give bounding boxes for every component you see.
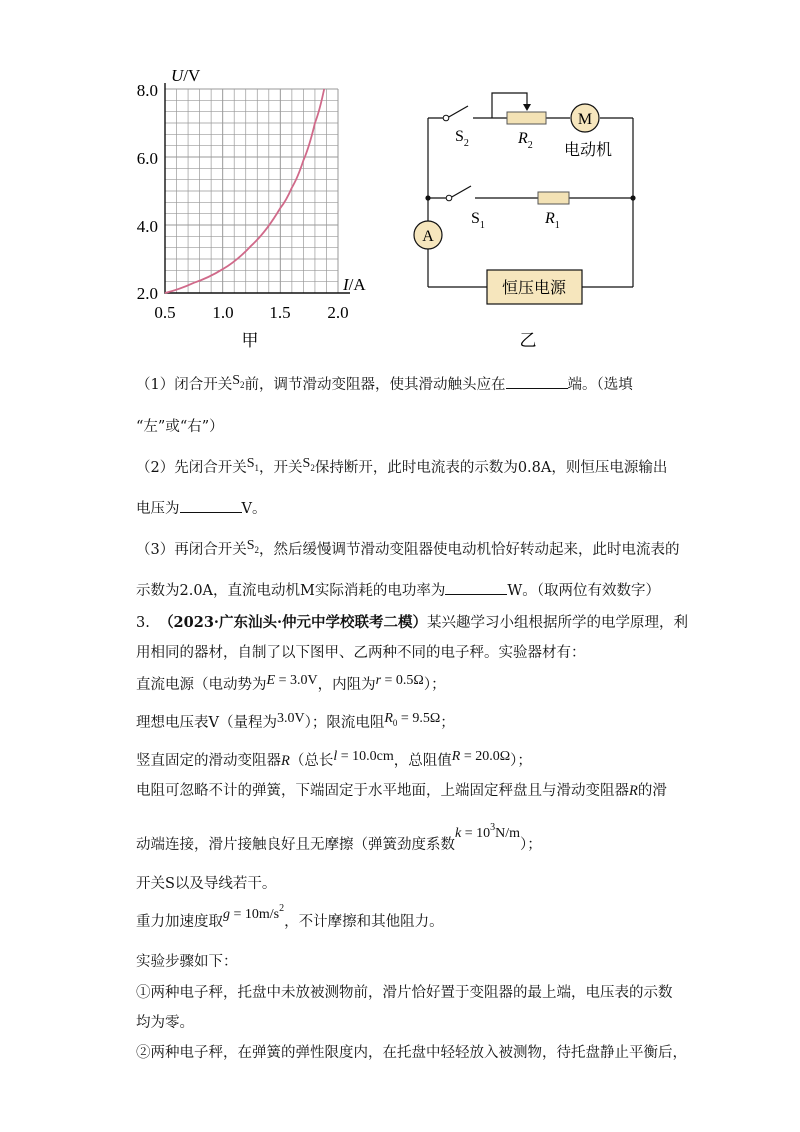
- label-s2: $S_2$: [455, 128, 469, 149]
- motor-symbol: M: [577, 111, 593, 128]
- ammeter-symbol: A: [422, 228, 434, 245]
- q3-line1: （3）再闭合开关$S_2$，然后缓慢调节滑动变阻器使电动机恰好转动起来，此时电流表的: [136, 538, 680, 558]
- chart-caption: 甲: [241, 331, 259, 350]
- circuit-components: [414, 104, 636, 350]
- p3-line13: ②两种电子秤，在弹簧的弹性限度内，在托盘中轻轻放入被测物，待托盘静止平衡后，: [136, 1045, 687, 1061]
- u-i-chart: [137, 66, 367, 350]
- label-r1: $R_1$: [545, 210, 560, 231]
- switch-s2-pivot: [443, 115, 449, 121]
- p3-line10: 实验步骤如下：: [136, 954, 238, 970]
- q2-line2: 电压为 V。: [136, 498, 266, 519]
- switch-s1-pivot: [446, 195, 452, 201]
- y-tick-label: 4.0: [136, 217, 158, 236]
- q3-line2: 示数为2.0A，直流电动机M实际消耗的电功率为 W。（取两位有效数字）: [136, 580, 660, 601]
- label-s1: $S_1$: [471, 210, 485, 231]
- label-r2: $R_2$: [518, 130, 533, 151]
- p3-line1: 3. （2023·广东汕头·仲元中学校联考二模）某兴趣学习小组根据所学的电学原理，利: [136, 614, 689, 631]
- y-tick-label: 2.0: [136, 284, 158, 303]
- q1-line2: “左”或“右”）: [136, 419, 224, 435]
- p3-line5: 竖直固定的滑动变阻器R（总长l = 10.0cm，总阻值R = 20.0Ω）；: [136, 749, 532, 769]
- p3-line7: 动端连接，滑片接触良好且无摩擦（弹簧劲度系数$k = 10^3N/m$）；: [136, 822, 542, 853]
- q1-line1: （1）闭合开关$S_2$前，调节滑动变阻器，使其滑动触头应在 端。（选填: [136, 373, 633, 393]
- x-tick-label: 1.5: [269, 303, 291, 322]
- resistor-r2: [507, 112, 546, 124]
- p3-line12: 均为零。: [136, 1015, 194, 1031]
- answer-blank[interactable]: [506, 374, 568, 389]
- y-tick-label: 8.0: [136, 81, 158, 100]
- p3-line3: 直流电源（电动势为E = 3.0V，内阻为r = 0.5Ω）；: [136, 673, 446, 693]
- junction-dot: [425, 195, 430, 200]
- p3-line4: 理想电压表V（量程为3.0V）；限流电阻$R_0 = 9.5\Omega$；: [136, 711, 455, 731]
- y-axis-label: U/V: [171, 66, 201, 85]
- x-axis-label: I/A: [343, 275, 366, 294]
- resistor-r1: [538, 192, 569, 204]
- answer-blank[interactable]: [445, 580, 507, 595]
- circuit-caption: 乙: [519, 331, 537, 350]
- chart-grid: [165, 89, 338, 293]
- p3-line6: 电阻可忽略不计的弹簧，下端固定于水平地面，上端固定秤盘且与滑动变阻器R的滑: [136, 783, 667, 799]
- x-tick-label: 2.0: [327, 303, 349, 322]
- p3-line11: ①两种电子秤，托盘中未放被测物前，滑片恰好置于变阻器的最上端，电压表的示数: [136, 985, 673, 1001]
- figures: [0, 0, 800, 360]
- answer-blank[interactable]: [180, 498, 242, 513]
- p3-line8: 开关S以及导线若干。: [136, 876, 277, 892]
- junction-dot: [630, 195, 635, 200]
- x-tick-label: 1.0: [212, 303, 234, 322]
- p3-line2: 用相同的器材，自制了以下图甲、乙两种不同的电子秤。实验器材有：: [136, 645, 586, 661]
- p3-line9: 重力加速度取$g = 10m/s^2$，不计摩擦和其他阻力。: [136, 903, 444, 930]
- motor-label: 电动机: [563, 142, 613, 159]
- power-source-label: 恒压电源: [501, 280, 567, 297]
- x-tick-label: 0.5: [154, 303, 176, 322]
- y-tick-label: 6.0: [136, 149, 158, 168]
- q2-line1: （2）先闭合开关$S_1$，开关$S_2$保持断开，此时电流表的示数为0.8A，则恒压电源输出: [136, 456, 668, 476]
